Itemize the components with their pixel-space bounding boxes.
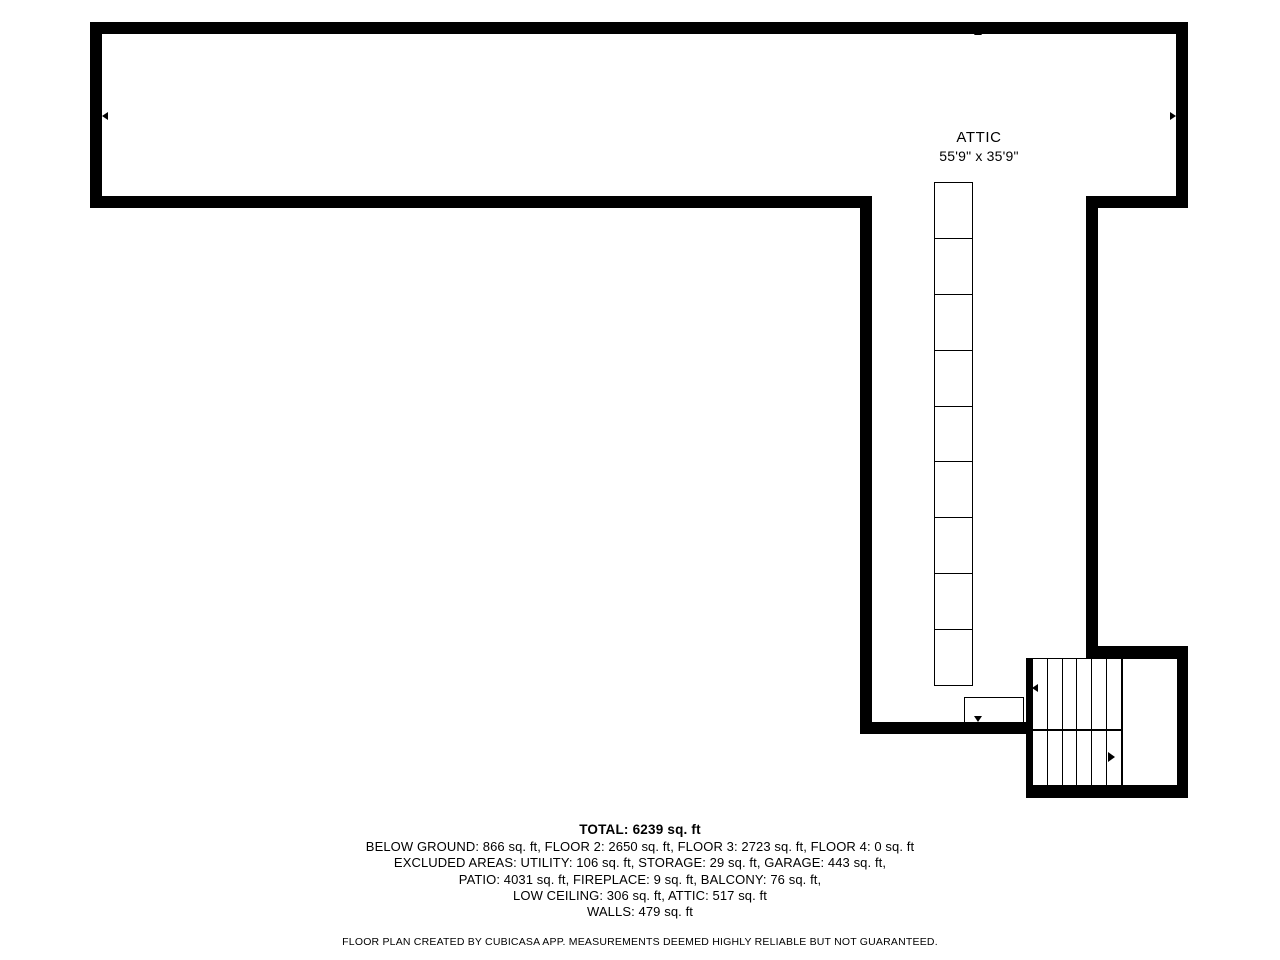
summary-line-floors: BELOW GROUND: 866 sq. ft, FLOOR 2: 2650 sq. ft, FLOOR 3: 2723 sq. ft, FLOOR 4: 0 sq. ft (365, 839, 915, 854)
summary-line-patio: PATIO: 4031 sq. ft, FIREPLACE: 9 sq. ft, BALCONY: 76 sq. ft, (458, 871, 822, 887)
wall-right-inner-vertical (1086, 196, 1098, 658)
stair-tread (1063, 659, 1078, 785)
room-dimensions: 55'9" x 35'9" (939, 147, 1019, 164)
stair-landing (1122, 658, 1178, 786)
arrow-right-icon (1108, 752, 1115, 762)
closet-box (964, 697, 1024, 723)
stair-tread (1107, 659, 1121, 785)
ladder-rung (935, 462, 972, 518)
stair-tread (1033, 659, 1048, 785)
arrow-left-icon (1032, 684, 1038, 692)
staircase (1032, 658, 1122, 786)
total-area: TOTAL: 6239 sq. ft (579, 822, 701, 837)
wall-left (90, 22, 102, 208)
room-label-attic (879, 129, 1079, 165)
arrow-left-icon (102, 112, 108, 120)
window-mark-line (1183, 688, 1185, 774)
ladder-rung (935, 630, 972, 685)
stair-tread (1048, 659, 1063, 785)
ladder-rung (935, 351, 972, 407)
stair-tread (1077, 659, 1092, 785)
arrow-down-icon (974, 716, 982, 722)
wall-center-bottom (860, 722, 1028, 734)
ladder-rung (935, 574, 972, 630)
ladder-rung (935, 183, 972, 239)
arrow-right-icon (1170, 112, 1176, 120)
ladder-rung (935, 239, 972, 295)
arrow-up-icon (974, 29, 982, 35)
wall-lower-left-horizontal (90, 196, 872, 208)
wall-top (90, 22, 1188, 34)
summary-line-excluded: EXCLUDED AREAS: UTILITY: 106 sq. ft, STORAGE: 29 sq. ft, GARAGE: 443 sq. ft, (393, 855, 887, 871)
ladder-rung (935, 295, 972, 351)
joist-ladder (934, 182, 973, 686)
ladder-rung (935, 518, 972, 574)
wall-stair-alcove-top (1086, 646, 1188, 658)
wall-right-upper (1176, 22, 1188, 208)
wall-stair-alcove-bottom (1026, 786, 1188, 798)
stair-landing-divider (1032, 729, 1122, 731)
disclaimer-text: FLOOR PLAN CREATED BY CUBICASA APP. MEASUREMENTS DEEMED HIGHLY RELIABLE BUT NOT GUARANTEED. (342, 936, 938, 949)
wall-center-vertical (860, 196, 872, 734)
ladder-rung (935, 407, 972, 463)
room-name: ATTIC (956, 129, 1002, 146)
summary-line-lowceiling: LOW CEILING: 306 sq. ft, ATTIC: 517 sq. ft (513, 887, 767, 903)
area-summary (0, 822, 1280, 948)
summary-line-walls: WALLS: 479 sq. ft (587, 904, 693, 919)
stair-tread (1092, 659, 1107, 785)
wall-right-notch-horizontal (1086, 196, 1188, 208)
